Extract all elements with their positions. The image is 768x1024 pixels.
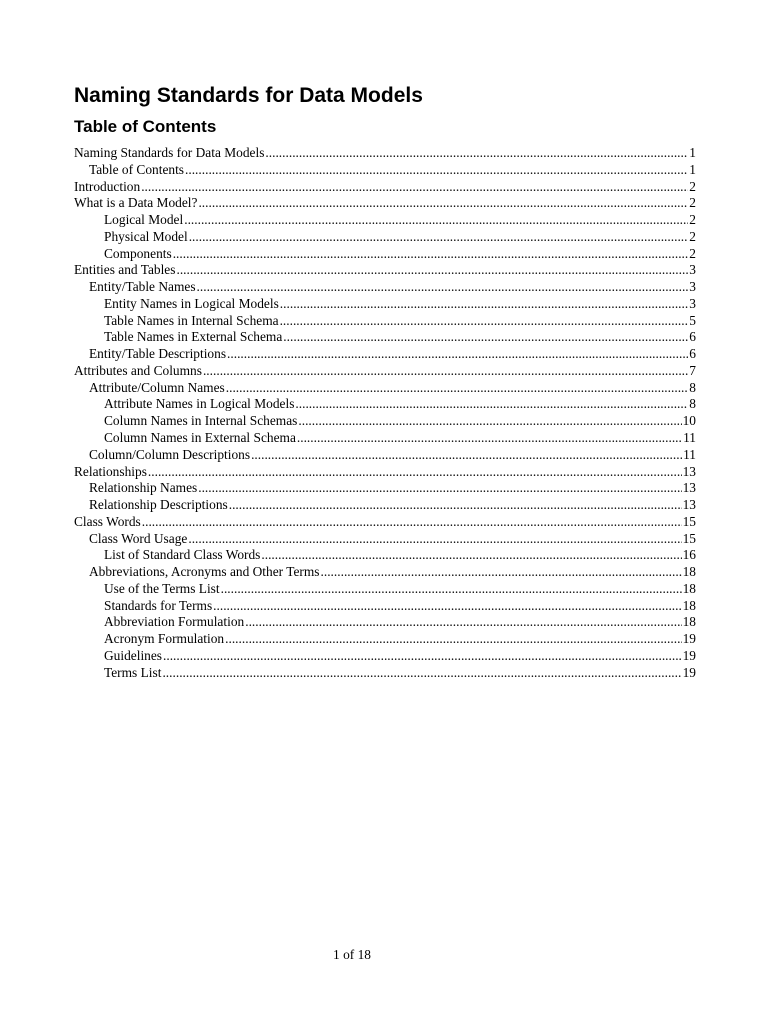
toc-entry[interactable]: [74, 447, 696, 464]
toc-entry[interactable]: [74, 430, 696, 447]
toc-entry[interactable]: [74, 229, 696, 246]
toc-entry-label: Relationship Names: [89, 480, 198, 496]
toc-entry-label: Column Names in Internal Schemas: [104, 413, 298, 429]
toc-entry[interactable]: [74, 514, 696, 531]
toc-entry-label: Table of Contents: [89, 161, 185, 177]
toc-entry[interactable]: [74, 464, 696, 481]
toc-entry[interactable]: [74, 262, 696, 279]
toc-dot-leader: [197, 279, 689, 296]
toc-entry-page-number: 15: [682, 513, 696, 529]
toc-dot-leader: [280, 296, 689, 313]
toc-entry-label: Use of the Terms List: [104, 580, 220, 596]
toc-entry-page-number: 2: [689, 228, 696, 244]
toc-entry-page-number: 18: [682, 614, 696, 630]
toc-entry-page-number: 6: [689, 346, 696, 362]
toc-entry-page-number: 5: [689, 312, 696, 328]
toc-entry-label: Abbreviation Formulation: [104, 614, 245, 630]
toc-entry-page-number: 10: [682, 413, 696, 429]
toc-entry[interactable]: [74, 497, 696, 514]
toc-dot-leader: [251, 447, 682, 464]
toc-dot-leader: [295, 396, 688, 413]
toc-dot-leader: [184, 212, 688, 229]
toc-entry-page-number: 13: [682, 463, 696, 479]
toc-entry[interactable]: [74, 179, 696, 196]
toc-dot-leader: [141, 179, 688, 196]
toc-entry-label: Class Words: [74, 513, 141, 529]
toc-dot-leader: [213, 598, 681, 615]
toc-dot-leader: [198, 480, 681, 497]
toc-entry-label: Entity/Table Descriptions: [89, 346, 227, 362]
toc-heading: Table of Contents: [74, 117, 217, 136]
toc-entry-label: Components: [104, 245, 172, 261]
toc-entry[interactable]: [74, 614, 696, 631]
toc-dot-leader: [280, 313, 689, 330]
toc-entry-page-number: 3: [689, 279, 696, 295]
toc-dot-leader: [226, 380, 689, 397]
toc-dot-leader: [162, 665, 681, 682]
toc-entry[interactable]: [74, 480, 696, 497]
toc-entry[interactable]: [74, 413, 696, 430]
toc-entry-page-number: 19: [682, 664, 696, 680]
toc-entry-page-number: 13: [682, 480, 696, 496]
toc-dot-leader: [265, 145, 688, 162]
toc-entry-page-number: 16: [682, 547, 696, 563]
toc-entry-label: Attribute Names in Logical Models: [104, 396, 295, 412]
page-number-footer: 1 of 18: [333, 947, 371, 962]
toc-dot-leader: [221, 581, 682, 598]
toc-entry[interactable]: [74, 631, 696, 648]
toc-entry[interactable]: [74, 212, 696, 229]
toc-entry-label: List of Standard Class Words: [104, 547, 261, 563]
toc-dot-leader: [283, 329, 688, 346]
toc-dot-leader: [198, 195, 688, 212]
toc-entry-page-number: 7: [689, 362, 696, 378]
toc-dot-leader: [188, 531, 681, 548]
toc-entry[interactable]: [74, 195, 696, 212]
toc-entry[interactable]: [74, 145, 696, 162]
toc-entry[interactable]: [74, 363, 696, 380]
toc-entry-label: Relationships: [74, 463, 147, 479]
toc-entry-label: Attributes and Columns: [74, 362, 202, 378]
toc-entry-label: Naming Standards for Data Models: [74, 145, 265, 160]
toc-entry-label: Relationship Descriptions: [89, 497, 228, 513]
toc-entry-page-number: 11: [683, 446, 696, 462]
toc-entry[interactable]: [74, 564, 696, 581]
toc-entry[interactable]: [74, 162, 696, 179]
toc-entry-label: What is a Data Model?: [74, 195, 198, 211]
toc-entry-label: Abbreviations, Acronyms and Other Terms: [89, 564, 320, 580]
toc-dot-leader: [163, 648, 682, 665]
toc-entry-page-number: 19: [682, 631, 696, 647]
toc-entry[interactable]: [74, 396, 696, 413]
toc-dot-leader: [297, 430, 682, 447]
toc-dot-leader: [227, 346, 688, 363]
toc-entry-label: Column Names in External Schema: [104, 430, 296, 446]
toc-entry[interactable]: [74, 313, 696, 330]
toc-entry-page-number: 2: [689, 178, 696, 194]
toc-entry-page-number: 3: [689, 262, 696, 278]
toc-dot-leader: [245, 614, 681, 631]
toc-entry[interactable]: [74, 598, 696, 615]
toc-dot-leader: [261, 547, 681, 564]
toc-entry[interactable]: [74, 531, 696, 548]
toc-entry[interactable]: [74, 246, 696, 263]
toc-entry[interactable]: [74, 648, 696, 665]
toc-entry-page-number: 3: [689, 295, 696, 311]
toc-entry-label: Terms List: [104, 664, 162, 680]
toc-entry-label: Physical Model: [104, 228, 188, 244]
toc-entry-page-number: 15: [682, 530, 696, 546]
toc-dot-leader: [321, 564, 682, 581]
toc-entry-label: Attribute/Column Names: [89, 379, 225, 395]
toc-dot-leader: [203, 363, 688, 380]
toc-entry[interactable]: [74, 665, 696, 682]
toc-dot-leader: [148, 464, 682, 481]
toc-dot-leader: [298, 413, 681, 430]
toc-dot-leader: [176, 262, 688, 279]
toc-entry-page-number: 13: [682, 497, 696, 513]
toc-entry-page-number: 18: [682, 580, 696, 596]
toc-entry-label: Table Names in Internal Schema: [104, 312, 279, 328]
toc-entry-label: Entity/Table Names: [89, 279, 196, 295]
toc-entry-label: Standards for Terms: [104, 597, 213, 613]
toc-entry-page-number: 18: [682, 597, 696, 613]
toc-dot-leader: [142, 514, 682, 531]
toc-entry-label: Entities and Tables: [74, 262, 176, 278]
toc-dot-leader: [225, 631, 681, 648]
toc-entry-label: Acronym Formulation: [104, 631, 225, 647]
toc-entry-page-number: 2: [689, 245, 696, 261]
toc-entry-page-number: 18: [682, 564, 696, 580]
toc-dot-leader: [173, 246, 689, 263]
toc-entry[interactable]: [74, 581, 696, 598]
toc-entry-page-number: 8: [689, 396, 696, 412]
toc-entry-page-number: 19: [682, 647, 696, 663]
toc-entry-label: Introduction: [74, 178, 141, 194]
toc-entry-page-number: 6: [689, 329, 696, 345]
toc-entry[interactable]: [74, 296, 696, 313]
toc-entry-page-number: 1: [689, 145, 696, 160]
toc-entry[interactable]: [74, 547, 696, 564]
toc-dot-leader: [229, 497, 682, 514]
toc-dot-leader: [189, 229, 689, 246]
toc-dot-leader: [185, 162, 688, 179]
toc-entry[interactable]: [74, 380, 696, 397]
toc-entry-label: Guidelines: [104, 647, 163, 663]
document-title: Naming Standards for Data Models: [74, 84, 423, 107]
toc-entry-label: Class Word Usage: [89, 530, 188, 546]
toc-entry-page-number: 1: [689, 161, 696, 177]
toc-entry-label: Logical Model: [104, 212, 184, 228]
toc-entry[interactable]: [74, 279, 696, 296]
toc-entry-page-number: 2: [689, 195, 696, 211]
toc-entry-page-number: 2: [689, 212, 696, 228]
toc-entry-label: Column/Column Descriptions: [89, 446, 251, 462]
toc-entry-label: Table Names in External Schema: [104, 329, 283, 345]
toc-entry-page-number: 8: [689, 379, 696, 395]
toc-entry[interactable]: [74, 346, 696, 363]
toc-entry-page-number: 11: [683, 430, 696, 446]
toc-entry[interactable]: [74, 329, 696, 346]
table-of-contents: [74, 145, 696, 682]
toc-entry-label: Entity Names in Logical Models: [104, 295, 279, 311]
